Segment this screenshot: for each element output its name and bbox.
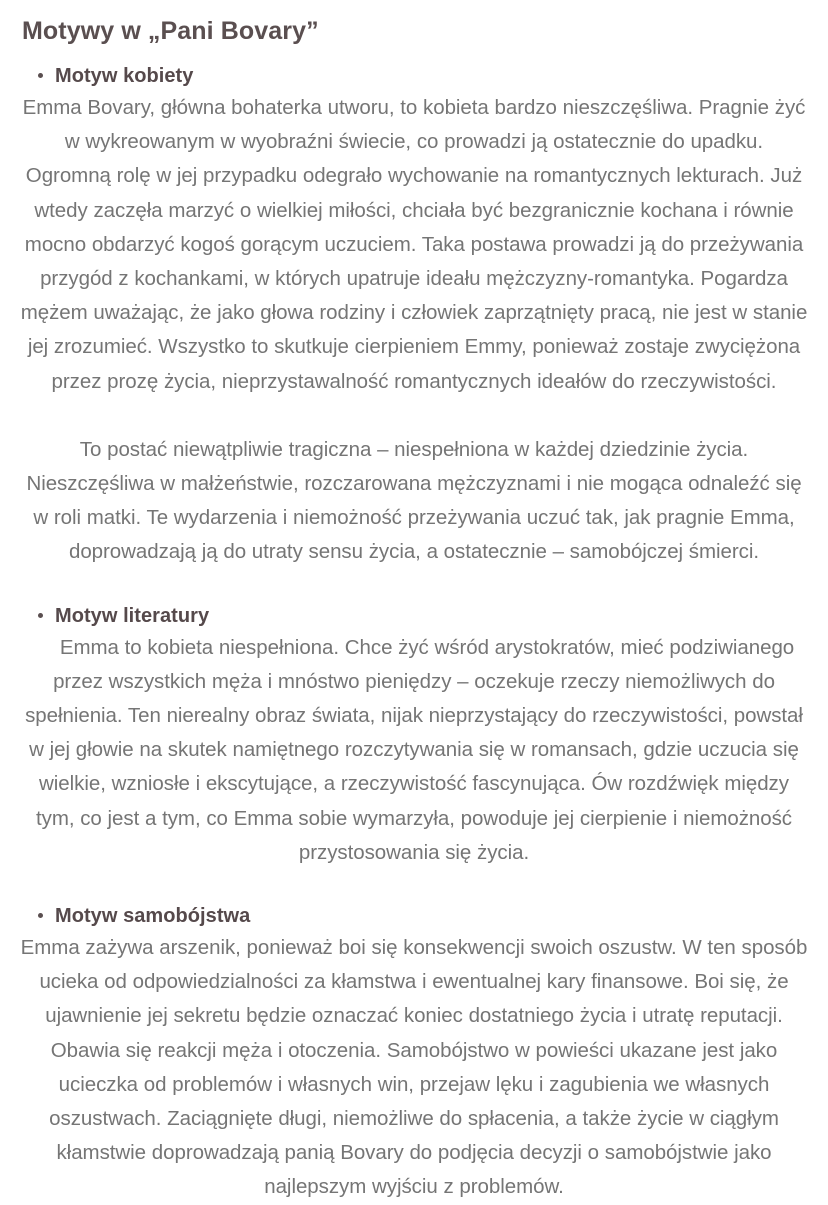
bullet-point-icon — [38, 613, 43, 618]
section-heading-label: Motyw literatury — [55, 604, 210, 627]
section-spacer — [18, 870, 810, 904]
section-motyw-samobojstwa — [18, 904, 810, 1205]
section-heading-motyw-kobiety — [18, 64, 810, 89]
section-heading-label: Motyw samobójstwa — [55, 905, 251, 928]
paragraph: To postać niewątpliwie tragiczna – niespełniona w każdej dziedzinie życia. Nieszczęśliwa w małżeństwie, rozczarowana mężczyznami i nie mogąca odnaleźć się w roli matki. Te wydarzenia i niemożność przeżywania uczuć tak, jak pragnie Emma, doprowadzają ją do utraty sensu życia, a ostatecznie – samobójczej śmierci. — [26, 437, 802, 564]
section-heading-motyw-literatury — [18, 604, 810, 629]
section-motyw-kobiety — [18, 64, 810, 570]
bullet-point-icon — [38, 913, 43, 918]
section-motyw-literatury — [18, 604, 810, 870]
paragraph: Emma zażywa arszenik, ponieważ boi się konsekwencji swoich oszustw. W ten sposób ucieka od odpowiedzialności za kłamstwa i ewentualnej kary finansowe. Boi się, że ujawnienie jej sekretu będzie oznaczać koniec dostatniego życia i utratę reputacji. Obawia się reakcji męża i otoczenia. Samobójstwo w powieści ukazane jest jako ucieczka od problemów i własnych win, przejaw lęku i zagubienia we własnych oszustwach. Zaciągnięte długi, niemożliwe do spłacenia, a także życie w ciągłym kłamstwie doprowadzają panią Bovary do podjęcia decyzji o samobójstwie jako najlepszym wyjściu z problemów. — [20, 936, 808, 1199]
paragraph: Emma Bovary, główna bohaterka utworu, to kobieta bardzo nieszczęśliwa. Pragnie żyć w wykreowanym w wyobraźni świecie, co prowadzi ją ostatecznie do upadku. Ogromną rolę w jej przypadku odegrało wychowanie na romantycznych lekturach. Już wtedy zaczęła marzyć o wielkiej miłości, chciała być bezgranicznie kochana i równie mocno obdarzyć kogoś gorącym uczuciem. Taka postawa prowadzi ją do przeżywania przygód z kochankami, w których upatruje ideału mężczyzny-romantyka. Pogardza mężem uważając, że jako głowa rodziny i człowiek zaprzątnięty pracą, nie jest w stanie jej zrozumieć. Wszystko to skutkuje cierpieniem Emmy, ponieważ zostaje zwyciężona przez prozę życia, nieprzystawalność romantycznych ideałów do rzeczywistości. — [20, 96, 808, 393]
section-heading-label: Motyw kobiety — [55, 65, 194, 87]
section-heading-motyw-samobojstwa — [18, 904, 810, 929]
page-title: Motywy w „Pani Bovary” — [22, 17, 319, 45]
paragraph: Emma to kobieta niespełniona. Chce żyć wśród arystokratów, mieć podziwianego przez wszystkich męża i mnóstwo pieniędzy – oczekuje rzeczy niemożliwych do spełnienia. Ten nierealny obraz świata, nijak nieprzystający do rzeczywistości, powstał w jej głowie na skutek namiętnego rozczytywania się w romansach, gdzie uczucia się wielkie, wzniosłe i ekscytujące, a rzeczywistość fascynująca. Ów rozdźwięk między tym, co jest a tym, co Emma sobie wymarzyła, powoduje jej cierpienie i niemożność przystosowania się życia. — [25, 635, 803, 864]
paragraph-spacer — [18, 399, 810, 433]
bullet-point-icon — [38, 73, 43, 78]
section-spacer — [18, 570, 810, 604]
